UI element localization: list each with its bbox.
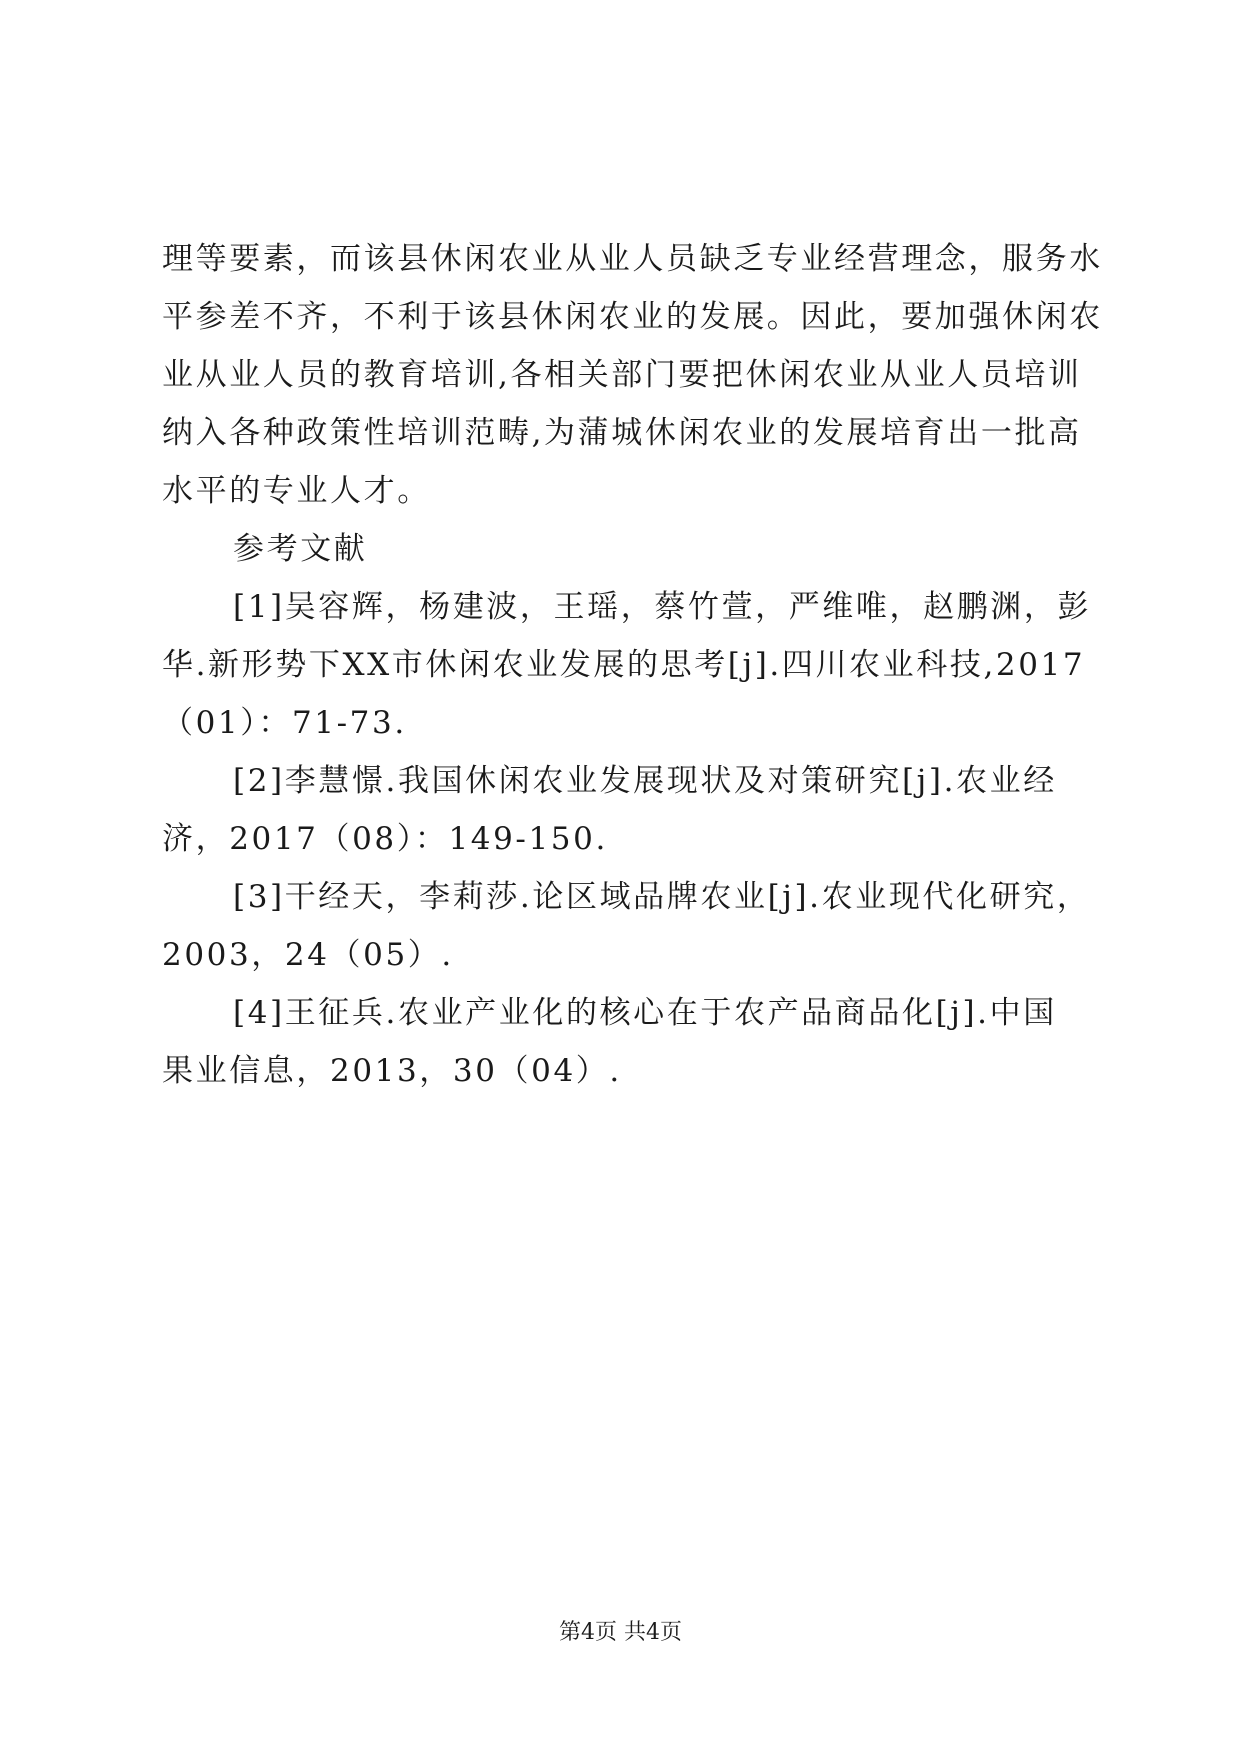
- paragraph-line: 理等要素，而该县休闲农业从业人员缺乏专业经营理念，服务水: [162, 241, 1103, 277]
- paragraph-line: 业从业人员的教育培训,各相关部门要把休闲农业从业人员培训: [162, 357, 1082, 393]
- references-heading: 参考文献: [233, 531, 368, 567]
- reference-item-2: [162, 752, 1082, 868]
- reference-line: [2]李慧憬.我国休闲农业发展现状及对策研究[j].农业经: [233, 763, 1057, 799]
- paragraph-line: 水平的专业人才。: [162, 473, 431, 509]
- reference-line: [1]吴容辉，杨建波，王瑶，蔡竹萱，严维唯，赵鹏渊，彭: [233, 589, 1092, 625]
- body-paragraph: [162, 230, 1103, 520]
- reference-line: 果业信息，2013，30（04）.: [162, 1053, 622, 1089]
- reference-line: 华.新形势下XX市休闲农业发展的思考[j].四川农业科技,2017: [162, 647, 1086, 683]
- reference-line: [3]干经天，李莉莎.论区域品牌农业[j].农业现代化研究，: [233, 879, 1091, 915]
- document-body: [162, 230, 1103, 1100]
- page-footer: 第4页 共4页: [559, 1620, 682, 1645]
- reference-item-3: [162, 868, 1091, 984]
- reference-item-1: [162, 578, 1092, 752]
- reference-line: （01）：71-73.: [162, 705, 407, 741]
- paragraph-line: 平参差不齐，不利于该县休闲农业的发展。因此，要加强休闲农: [162, 299, 1103, 335]
- reference-line: [4]王征兵.农业产业化的核心在于农产品商品化[j].中国: [233, 995, 1057, 1031]
- reference-item-4: [162, 984, 1082, 1100]
- reference-line: 2003，24（05）.: [162, 937, 454, 973]
- paragraph-line: 纳入各种政策性培训范畴,为蒲城休闲农业的发展培育出一批高: [162, 415, 1082, 451]
- reference-line: 济，2017（08）：149-150.: [162, 821, 608, 857]
